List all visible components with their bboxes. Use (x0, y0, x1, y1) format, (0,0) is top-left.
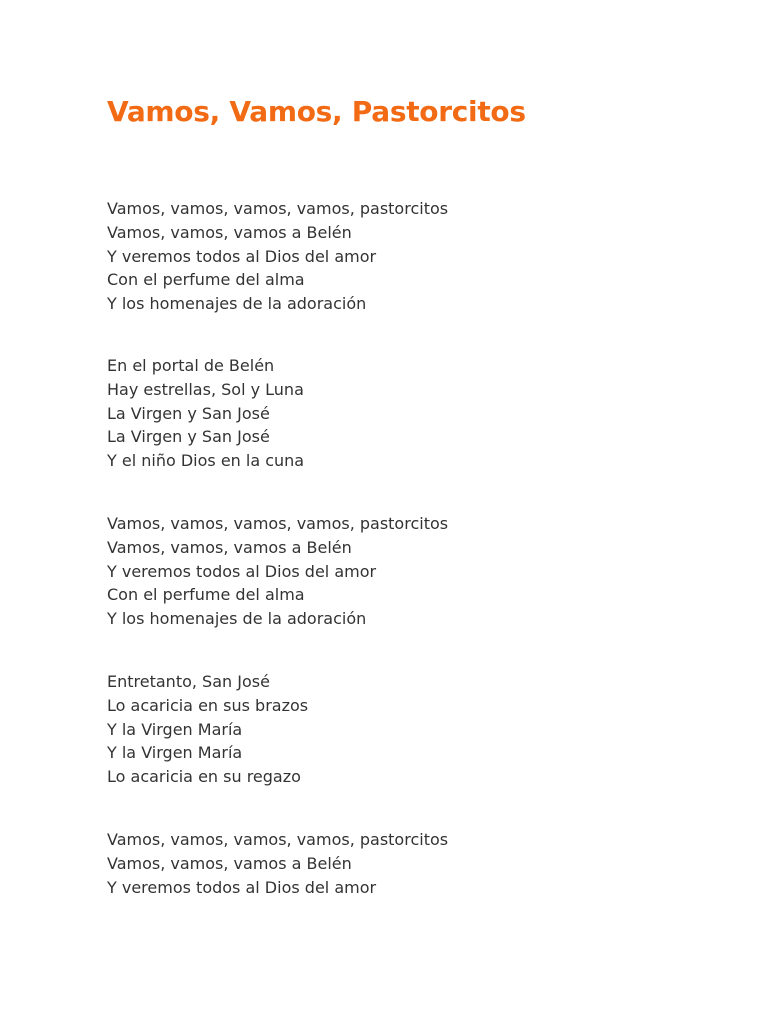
stanza-1 (107, 197, 448, 316)
stanza-5 (107, 828, 448, 899)
lyric-line: Y veremos todos al Dios del amor (107, 246, 377, 266)
stanza-2 (107, 354, 304, 473)
lyric-line: Y los homenajes de la adoración (107, 294, 367, 314)
lyric-line: Con el perfume del alma (107, 585, 305, 605)
lyric-line: Con el perfume del alma (107, 270, 305, 290)
lyric-line: En el portal de Belén (107, 356, 275, 375)
page-title: Vamos, Vamos, Pastorcitos (107, 95, 526, 128)
lyric-line: Y veremos todos al Dios del amor (107, 877, 377, 897)
stanza-4 (107, 670, 308, 789)
lyric-line: Vamos, vamos, vamos, vamos, pastorcitos (107, 199, 449, 218)
lyric-line: Hay estrellas, Sol y Luna (107, 379, 304, 399)
lyric-line: Vamos, vamos, vamos, vamos, pastorcitos (107, 514, 449, 533)
lyric-line: Vamos, vamos, vamos a Belén (107, 853, 352, 873)
lyric-line: Y la Virgen María (107, 719, 243, 739)
lyric-line: Entretanto, San José (107, 672, 270, 691)
lyric-line: Y el niño Dios en la cuna (107, 451, 305, 471)
lyric-line: Y la Virgen María (107, 743, 243, 763)
lyric-line: La Virgen y San José (107, 427, 270, 447)
lyric-line: Y veremos todos al Dios del amor (107, 561, 377, 581)
lyric-line: Vamos, vamos, vamos a Belén (107, 222, 352, 242)
lyric-line: Vamos, vamos, vamos, vamos, pastorcitos (107, 830, 449, 849)
lyric-line: Lo acaricia en su regazo (107, 767, 301, 787)
lyric-line: Y los homenajes de la adoración (107, 609, 367, 629)
stanza-3 (107, 512, 448, 631)
lyric-line: Lo acaricia en sus brazos (107, 695, 309, 715)
lyric-line: Vamos, vamos, vamos a Belén (107, 537, 352, 557)
lyric-line: La Virgen y San José (107, 403, 270, 423)
